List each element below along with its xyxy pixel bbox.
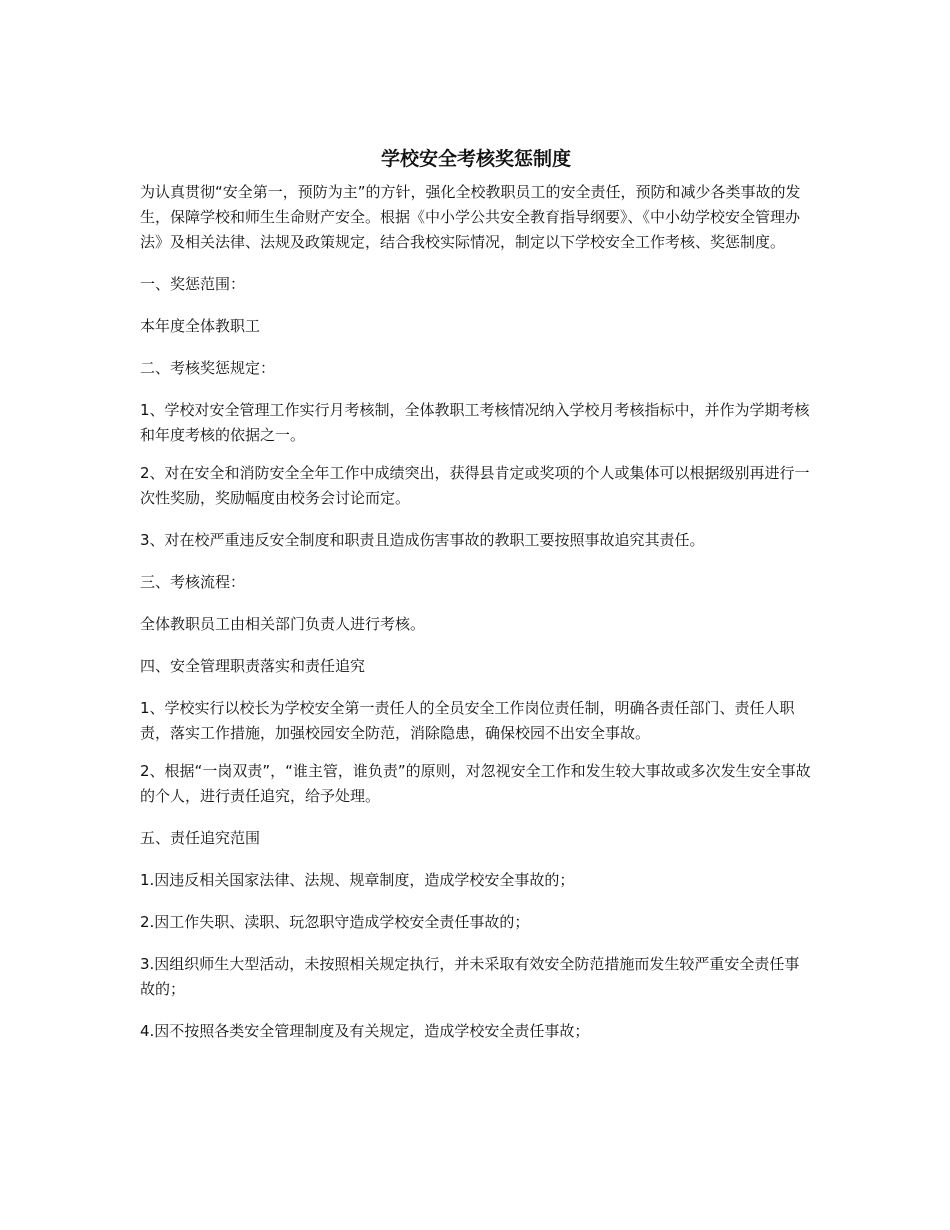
process-text: 全体教职员工由相关部门负责人进行考核。: [140, 615, 426, 633]
intro-paragraph: 为认真贯彻“安全第一，预防为主”的方针，强化全校教职员工的安全责任，预防和减少各类事故的发生，保障学校和师生生命财产安全。根据《中小学公共安全教育指导纲要》、《中小幼学校安全管理办法》及相关法律、法规及政策规定，结合我校实际情况，制定以下学校安全工作考核、奖惩制度。: [140, 183, 801, 251]
accountability-item-3: 3.因组织师生大型活动，未按照相关规定执行，并未采取有效安全防范措施而发生较严重安全责任事故的；: [140, 955, 800, 998]
rule-item-1: 1、学校对安全管理工作实行月考核制，全体教职工考核情况纳入学校月考核指标中，并作为学期考核和年度考核的依据之一。: [140, 401, 810, 444]
section-heading-accountability: 五、责任追究范围: [140, 829, 261, 847]
document-page: [140, 146, 812, 1044]
responsibility-item-2: 2、根据“一岗双责”，“谁主管，谁负责”的原则，对忽视安全工作和发生较大事故或多次发生安全事故的个人，进行责任追究，给予处理。: [140, 762, 811, 805]
section-heading-rules: 二、考核奖惩规定：: [140, 359, 276, 377]
accountability-item-4: 4.因不按照各类安全管理制度及有关规定，造成学校安全责任事故；: [140, 1022, 590, 1040]
section-heading-scope: 一、奖惩范围：: [140, 275, 246, 293]
responsibility-item-1: 1、学校实行以校长为学校安全第一责任人的全员安全工作岗位责任制，明确各责任部门、责任人职责，落实工作措施，加强校园安全防范，消除隐患，确保校园不出安全事故。: [140, 699, 795, 742]
section-heading-process: 三、考核流程：: [140, 573, 246, 591]
rule-item-2: 2、对在安全和消防安全全年工作中成绩突出，获得县肯定或奖项的个人或集体可以根据级别再进行一次性奖励，奖励幅度由校务会讨论而定。: [140, 464, 810, 507]
document-title: 学校安全考核奖惩制度: [380, 148, 571, 170]
accountability-item-1: 1.因违反相关国家法律、法规、规章制度，造成学校安全事故的；: [140, 871, 575, 889]
scope-text: 本年度全体教职工: [140, 317, 261, 335]
accountability-item-2: 2.因工作失职、渎职、玩忽职守造成学校安全责任事故的；: [140, 913, 530, 931]
section-heading-responsibility: 四、安全管理职责落实和责任追究: [140, 657, 366, 675]
rule-item-3: 3、对在校严重违反安全制度和职责且造成伤害事故的教职工要按照事故追究其责任。: [140, 531, 705, 549]
